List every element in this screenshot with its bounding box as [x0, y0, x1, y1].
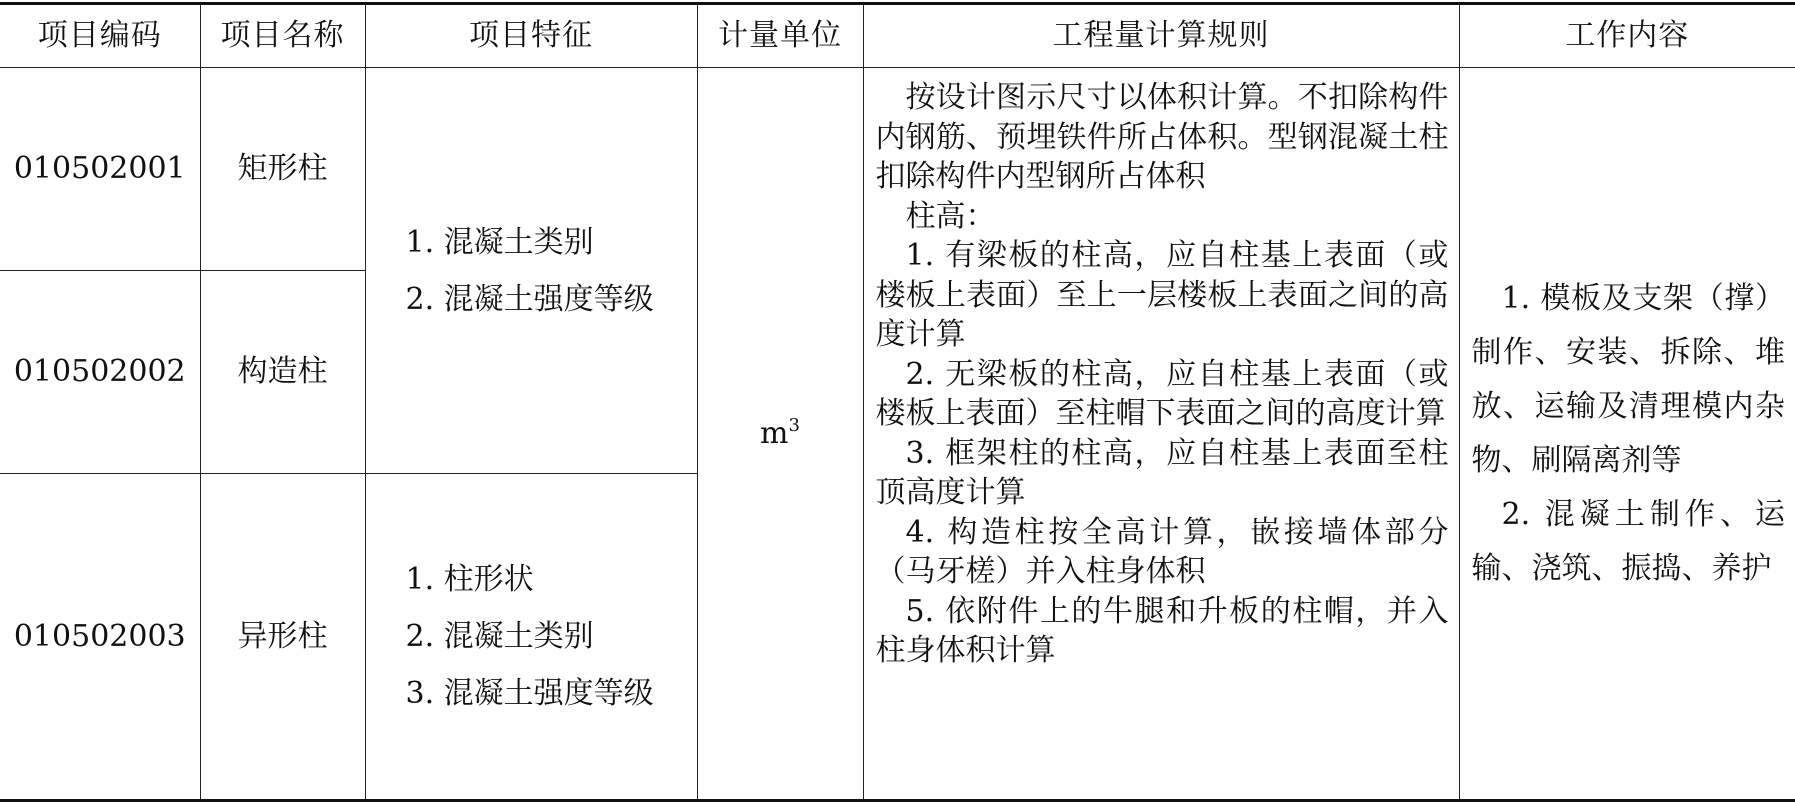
- rule-paragraph: 3. 框架柱的柱高，应自柱基上表面至柱顶高度计算: [875, 435, 1449, 510]
- feature-line: 2. 混凝土强度等级: [405, 281, 654, 317]
- header-code: 项目编码: [0, 4, 200, 68]
- header-unit: 计量单位: [697, 4, 863, 68]
- feature-line: 3. 混凝土强度等级: [405, 676, 654, 711]
- item-code: 010502001: [0, 68, 200, 271]
- work-content: [1459, 68, 1795, 801]
- header-name: 项目名称: [200, 4, 365, 68]
- rule-paragraph: 5. 依附件上的牛腿和升板的柱帽，并入柱身体积计算: [875, 593, 1449, 668]
- rule-paragraph: 按设计图示尺寸以体积计算。不扣除构件内钢筋、预埋铁件所占体积。型钢混凝土柱扣除构件内型钢所占体积: [875, 80, 1449, 194]
- item-features: [365, 68, 697, 474]
- rule-paragraph: 柱高：: [905, 198, 996, 234]
- spec-table: [0, 2, 1795, 802]
- feature-line: 1. 混凝土类别: [405, 224, 594, 260]
- header-feature: 项目特征: [365, 4, 697, 68]
- header-row: [0, 4, 1795, 68]
- rule-paragraph: 1. 有梁板的柱高，应自柱基上表面（或楼板上表面）至上一层楼板上表面之间的高度计算: [875, 238, 1449, 352]
- item-code: 010502003: [0, 474, 200, 801]
- item-name: 矩形柱: [200, 68, 365, 271]
- work-paragraph: 2. 混凝土制作、运输、浇筑、振捣、养护: [1471, 496, 1785, 586]
- table-row: [0, 68, 1795, 271]
- work-paragraph: 1. 模板及支架（撑）制作、安装、拆除、堆放、运输及清理模内杂物、刷隔离剂等: [1471, 280, 1785, 478]
- item-features: [365, 474, 697, 801]
- item-code: 010502002: [0, 271, 200, 474]
- unit-cell: [697, 68, 863, 801]
- rule-paragraph: 4. 构造柱按全高计算，嵌接墙体部分（马牙槎）并入柱身体积: [875, 514, 1449, 589]
- item-name: 异形柱: [200, 474, 365, 801]
- rule-paragraph: 2. 无梁板的柱高，应自柱基上表面（或楼板上表面）至柱帽下表面之间的高度计算: [875, 356, 1449, 431]
- header-rule: 工程量计算规则: [863, 4, 1459, 68]
- feature-line: 1. 柱形状: [405, 562, 534, 597]
- feature-line: 2. 混凝土类别: [405, 619, 594, 654]
- header-work: 工作内容: [1459, 4, 1795, 68]
- unit-base: m: [760, 415, 789, 451]
- unit-exponent: 3: [788, 414, 800, 436]
- item-name: 构造柱: [200, 271, 365, 474]
- calculation-rules: [863, 68, 1459, 801]
